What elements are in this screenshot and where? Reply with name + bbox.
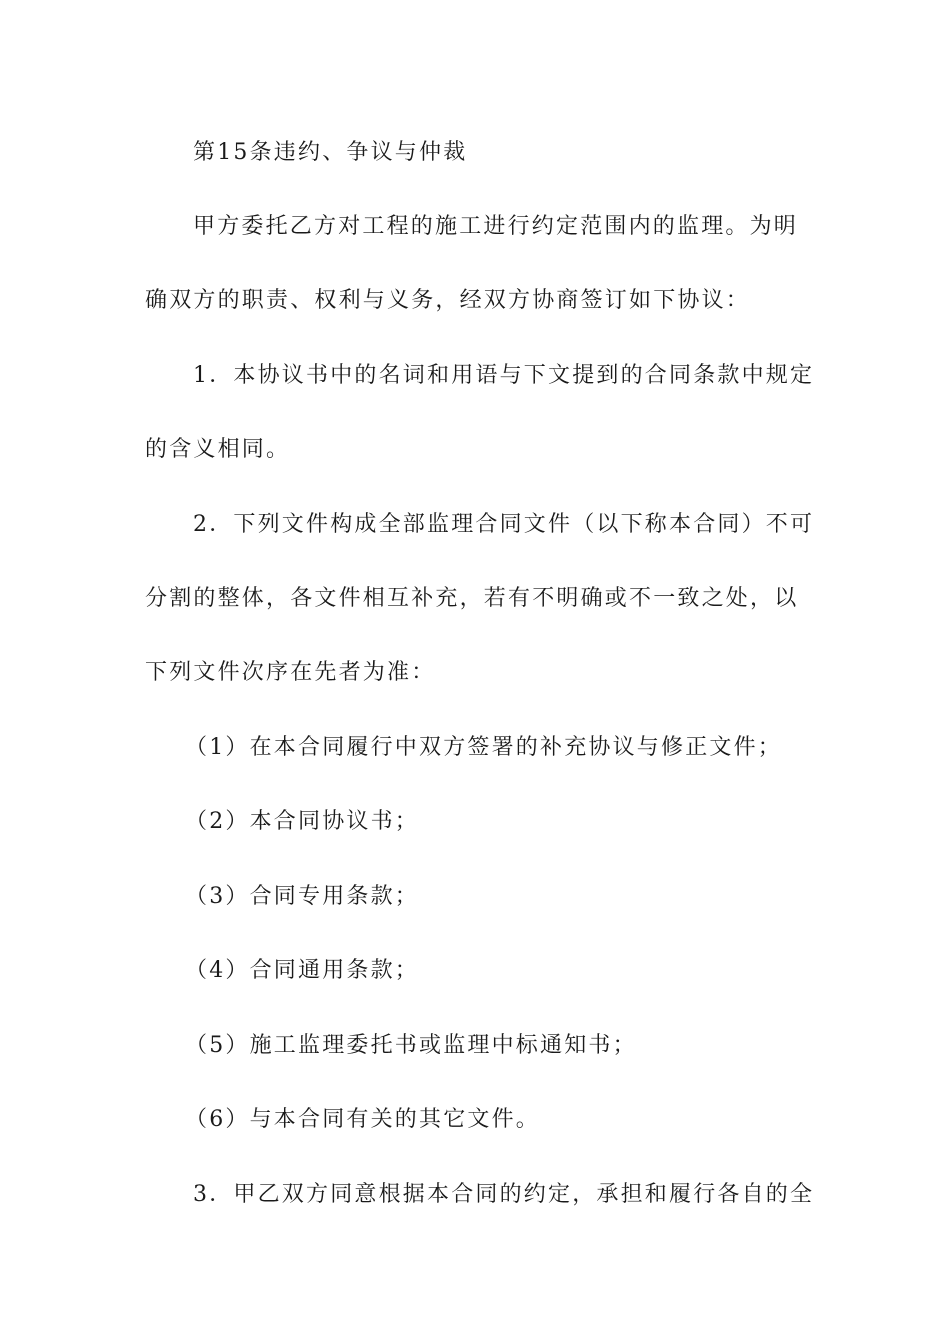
list-item-2: （2）本合同协议书； xyxy=(185,809,419,834)
list-item-1: （1）在本合同履行中双方签署的补充协议与修正文件； xyxy=(185,735,782,760)
clause-1-line-2: 的含义相同。 xyxy=(145,437,291,462)
clause-1-line-1: 1．本协议书中的名词和用语与下文提到的合同条款中规定 xyxy=(193,363,815,388)
list-item-6: （6）与本合同有关的其它文件。 xyxy=(185,1107,540,1132)
clause-2-line-1: 2．下列文件构成全部监理合同文件（以下称本合同）不可 xyxy=(193,512,815,537)
section-heading: 第15条违约、争议与仲裁 xyxy=(193,140,468,165)
list-item-4: （4）合同通用条款； xyxy=(185,958,419,983)
paragraph-intro-line-1: 甲方委托乙方对工程的施工进行约定范围内的监理。为明 xyxy=(193,214,799,239)
list-item-5: （5）施工监理委托书或监理中标通知书； xyxy=(185,1033,637,1058)
list-item-3: （3）合同专用条款； xyxy=(185,884,419,909)
clause-2-line-3: 下列文件次序在先者为准： xyxy=(145,660,436,685)
clause-2-line-2: 分割的整体，各文件相互补充，若有不明确或不一致之处，以 xyxy=(145,586,799,611)
paragraph-intro-line-2: 确双方的职责、权利与义务，经双方协商签订如下协议： xyxy=(145,288,751,313)
clause-3-line-1: 3．甲乙双方同意根据本合同的约定，承担和履行各自的全 xyxy=(193,1182,815,1207)
